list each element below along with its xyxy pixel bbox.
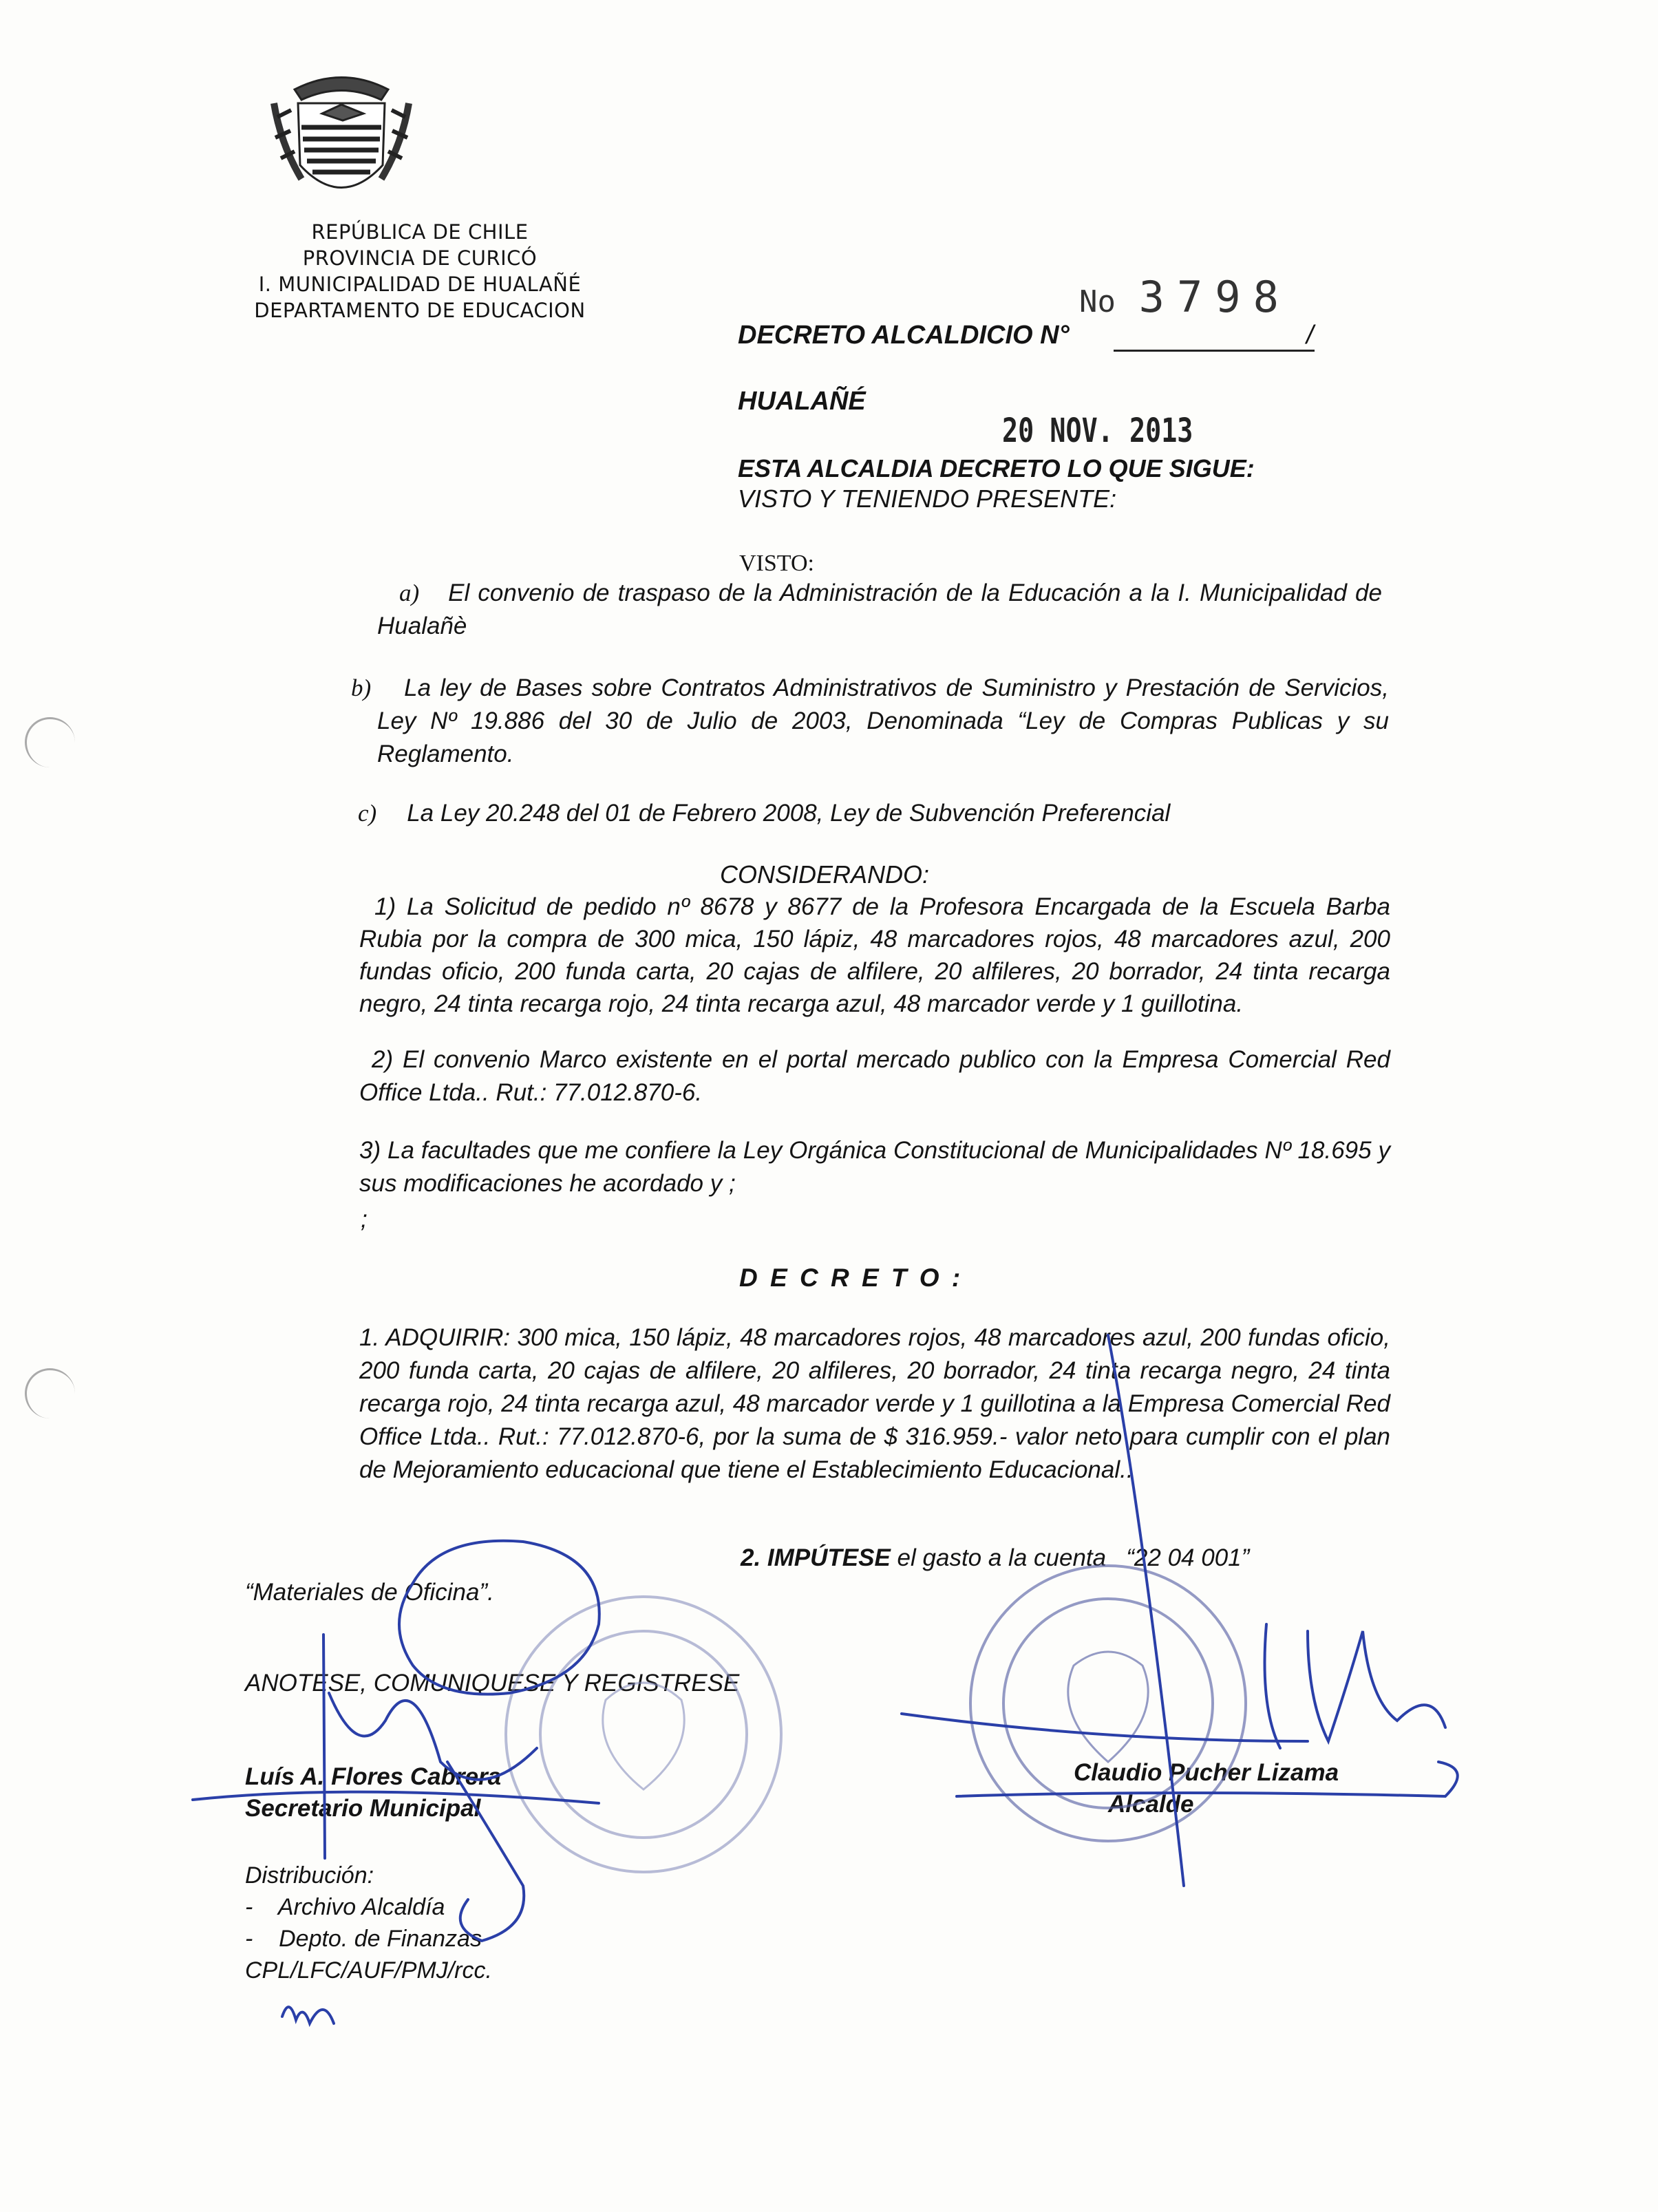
left-municipal-stamp: [506, 1597, 781, 1872]
decree-date-stamp: 20 NOV. 2013: [1002, 412, 1193, 450]
impute-text: el gasto a la cuenta “22 04 001”: [890, 1544, 1250, 1571]
visto-heading: VISTO Y TENIENDO PRESENTE:: [738, 485, 1117, 513]
decreto-title: D E C R E T O :: [739, 1264, 964, 1292]
account-name: “Materiales de Oficina”.: [245, 1579, 494, 1606]
header-department: DEPARTAMENTO DE EDUCACION: [254, 299, 586, 322]
header-province: PROVINCIA DE CURICÓ: [302, 246, 538, 270]
decreto-item-1: 1. ADQUIRIR: 300 mica, 150 lápiz, 48 marcadores rojos, 48 marcadores azul, 200 fundas oficio, 200 funda carta, 20 cajas de alfilere, 20 alfileres, 20 borrador, 24 tinta recarga negro, 24 tinta recarga rojo, 24 tinta recarga azul, 48 marcador verde y 1 guillotina a la Empresa Comercial Red Office Ltda.. Rut.: 77.012.870-6, por la suma de $ 316.959.- valor neto para cumplir con el plan de Mejoramiento educacional que tiene el Establecimiento Educacional..: [359, 1324, 1390, 1483]
distribution-title: Distribución:: [245, 1862, 374, 1889]
header-municipality: I. MUNICIPALIDAD DE HUALAÑÉ: [258, 273, 582, 296]
visto-mark-b: b): [351, 674, 372, 701]
visto-title: VISTO:: [739, 551, 814, 576]
impute-label: 2. IMPÚTESE: [741, 1544, 891, 1571]
distribution-item-finance: - Depto. de Finanzas: [245, 1926, 482, 1952]
header-country: REPÚBLICA DE CHILE: [311, 220, 529, 244]
visto-mark-a: a): [399, 579, 420, 606]
distribution-initials: CPL/LFC/AUF/PMJ/rcc.: [245, 1957, 492, 1984]
considerando-item-3: 3) La facultades que me confiere la Ley Orgánica Constitucional de Municipalidades Nº 18.695 y sus modificaciones he acordado y ;: [359, 1137, 1390, 1197]
right-municipal-stamp: [970, 1566, 1246, 1841]
considerando-stray-mark: ;: [361, 1206, 368, 1233]
decree-slash: /: [1306, 321, 1314, 350]
decree-title: DECRETO ALCALDICIO N°: [738, 321, 1070, 350]
decree-heading: ESTA ALCALDIA DECRETO LO QUE SIGUE:: [738, 454, 1255, 482]
mayor-name: Claudio Pucher Lizama: [1074, 1759, 1339, 1786]
visto-item-a: a) El convenio de traspaso de la Administración de la Educación a la I. Municipalidad de Hualañè: [377, 579, 1382, 639]
secretary-handwritten-signature: [193, 1541, 599, 2023]
considerando-item-2: 2) El convenio Marco existente en el portal mercado publico con la Empresa Comercial Red Office Ltda.. Rut.: 77.012.870-6.: [359, 1046, 1390, 1106]
visto-item-b: b) La ley de Bases sobre Contratos Administrativos de Suministro y Prestación de Servicios, Ley Nº 19.886 del 30 de Julio de 2003, Denominada “Ley de Compras Publicas y su Reglamento.: [351, 674, 1389, 767]
visto-item-c: c) La Ley 20.248 del 01 de Febrero 2008, Ley de Subvención Preferencial: [358, 800, 1171, 827]
secretary-name: Luís A. Flores Cabrera: [245, 1763, 502, 1790]
mayor-role: Alcalde: [1108, 1791, 1194, 1818]
decree-number-prefix: No: [1079, 284, 1116, 319]
considerando-item-1: 1) La Solicitud de pedido nº 8678 y 8677 de la Profesora Encargada de la Escuela Barba Rubia por la compra de 300 mica, 150 lápiz, 48 marcadores rojos, 48 marcadores azul, 200 fundas oficio, 200 funda carta, 20 cajas de alfilere, 20 alfileres, 20 borrador, 24 tinta recarga negro, 24 tinta recarga rojo, 24 tinta recarga azul, 48 marcador verde y 1 guillotina.: [359, 893, 1390, 1017]
considerando-title: CONSIDERANDO:: [720, 860, 930, 889]
visto-mark-c: c): [358, 800, 377, 827]
mayor-handwritten-signature: [902, 1335, 1458, 1886]
secretary-role: Secretario Municipal: [245, 1795, 481, 1822]
decree-place: HUALAÑÉ: [738, 387, 866, 416]
decree-number: 3798: [1138, 272, 1291, 322]
distribution-item-archive: - Archivo Alcaldía: [245, 1894, 445, 1920]
closing-formula: ANOTESE, COMUNIQUESE Y REGISTRESE: [245, 1670, 740, 1697]
